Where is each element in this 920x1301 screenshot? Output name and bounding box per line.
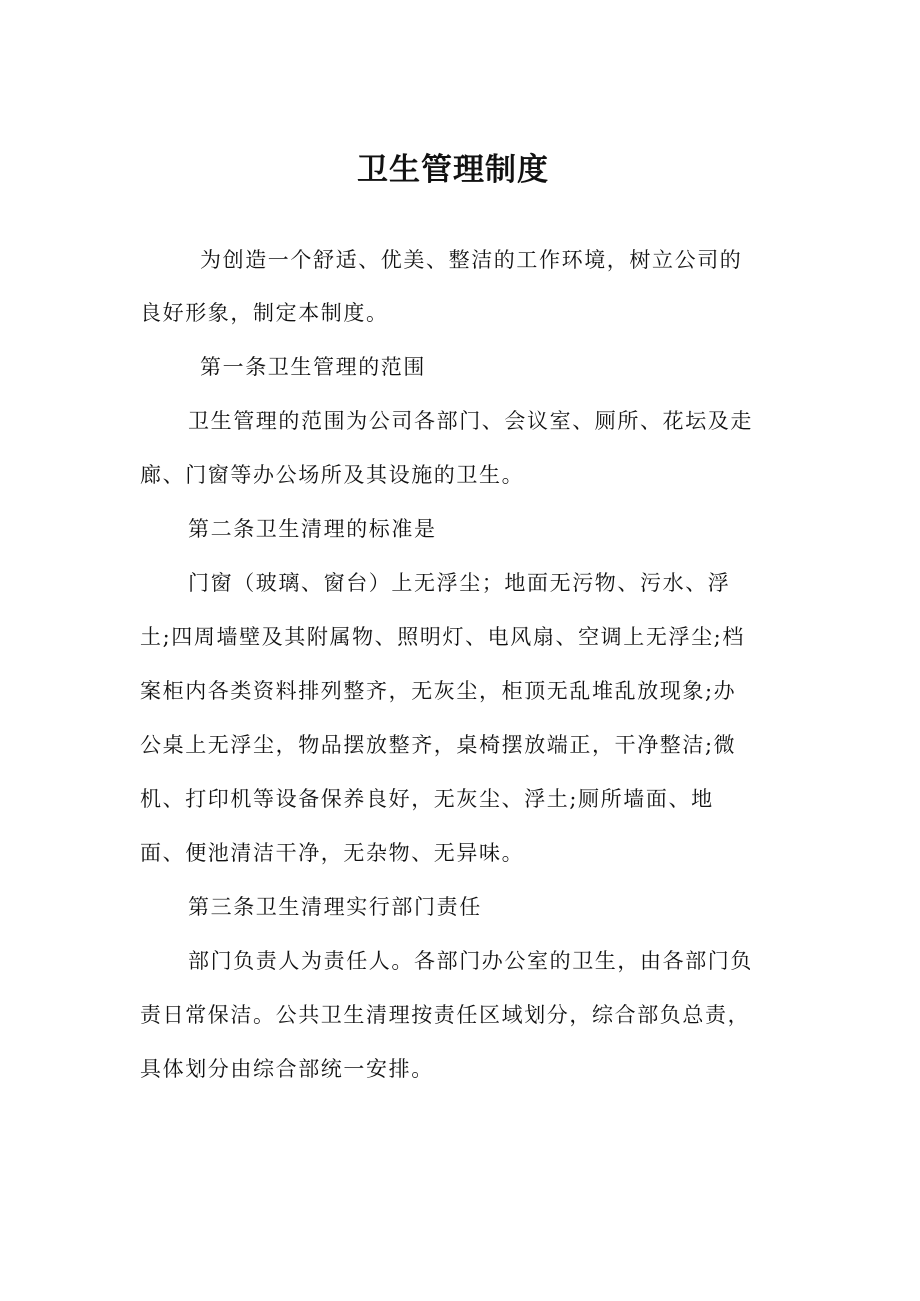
article-2-line-2: 土;四周墙壁及其附属物、照明灯、电风扇、空调上无浮尘;档 — [140, 625, 745, 649]
intro-line-1: 为创造一个舒适、优美、整洁的工作环境，树立公司的 — [200, 248, 743, 272]
article-2-line-5: 机、打印机等设备保养良好，无灰尘、浮土;厕所墙面、地 — [140, 787, 714, 811]
article-2-line-3: 案柜内各类资料排列整齐，无灰尘，柜顶无乱堆乱放现象;办 — [140, 679, 737, 703]
article-1-line-1: 卫生管理的范围为公司各部门、会议室、厕所、花坛及走 — [188, 409, 753, 433]
article-2-line-6: 面、便池清洁干净，无杂物、无异味。 — [140, 841, 525, 865]
article-1-heading: 第一条卫生管理的范围 — [200, 355, 426, 379]
article-2-line-1: 门窗（玻璃、窗台）上无浮尘；地面无污物、污水、浮 — [188, 571, 731, 595]
article-1-line-2: 廊、门窗等办公场所及其设施的卫生。 — [140, 463, 525, 487]
intro-line-2: 良好形象，制定本制度。 — [140, 301, 389, 325]
article-3-line-3: 具体划分由综合部统一安排。 — [140, 1057, 434, 1081]
article-2-heading: 第二条卫生清理的标准是 — [188, 517, 437, 541]
article-3-heading: 第三条卫生清理实行部门责任 — [188, 895, 482, 919]
article-3-line-1: 部门负责人为责任人。各部门办公室的卫生，由各部门负 — [188, 949, 753, 973]
article-2-line-4: 公桌上无浮尘，物品摆放整齐，桌椅摆放端正，干净整洁;微 — [140, 733, 737, 757]
article-3-line-2: 责日常保洁。公共卫生清理按责任区域划分，综合部负总责， — [140, 1003, 751, 1027]
document-title: 卫生管理制度 — [357, 152, 549, 188]
